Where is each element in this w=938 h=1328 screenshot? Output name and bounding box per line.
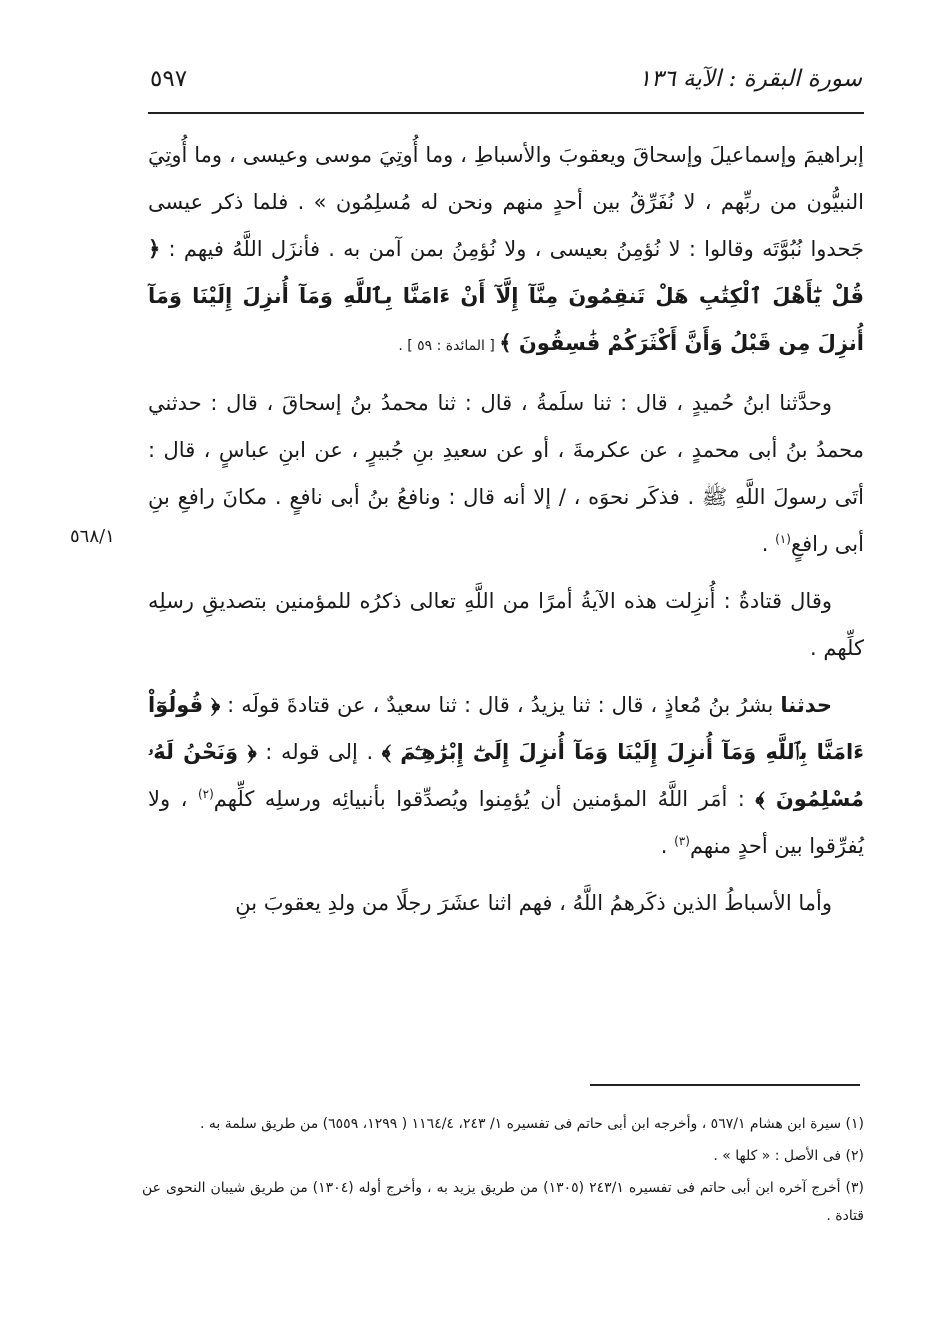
page-number: ٥٩٧: [150, 66, 188, 92]
paragraph-4-tail: .: [660, 834, 675, 858]
paragraph-2: [148, 380, 864, 568]
footnote-3: (٣) أخرج آخره ابن أبى حاتم فى تفسيره ٢٤٣/١ (١٣٠٥) من طريق يزيد به ، وأخرج أوله (١٣٠٤) من طريق شيبان النحوى عن قتادة .: [142, 1180, 864, 1224]
paragraph-1-text: إبراهيمَ وإسماعيلَ وإسحاقَ ويعقوبَ والأسباطِ ، وما أُوتِيَ موسى وعيسى ، وما أُوتِيَ النبيُّون من ربِّهم ، لا نُفَرِّقُ بين أحدٍ منهم ونحن له مُسلِمُون » . فلما ذكر عيسى جَحدوا نُبُوَّتَه وقالوا : لا نُؤمِنُ بعيسى ، ولا نُؤمِنُ بمن آمن به . فأنزَل اللَّهُ فيهم :: [148, 143, 864, 261]
footnote-marker: (٣): [674, 834, 690, 848]
footnote-1: (١) سيرة ابن هشام ٥٦٧/١ ، وأخرجه ابن أبى حاتم فى تفسيره ١/ ٢٤٣، ١١٦٤/٤ ( ١٢٩٩، ٦٥٥٩) من طريق سلمة به .: [200, 1116, 864, 1132]
paragraph-3-text: وقال قتادةُ : أُنزِلت هذه الآيةُ أمرًا من اللَّهِ تعالى ذكرُه للمؤمنين بتصديقِ رسلِه كلِّهم .: [148, 589, 864, 660]
footnote-marker: (١): [775, 532, 791, 546]
verse-reference: [ المائدة : ٥٩ ] .: [398, 338, 500, 354]
margin-note: ٥٦٨/١: [70, 526, 115, 547]
quran-quote: ﴿ وَنَحْنُ لَهُۥ مُسْلِمُونَ ﴾: [148, 740, 864, 811]
footnote-rule: [590, 1084, 860, 1086]
header-rule: [148, 112, 864, 114]
paragraph-4-text-3: : أمَر اللَّهُ المؤمنين أن يُؤمِنوا ويُصدِّقوا بأنبيائِه ورسلِه كلِّهم: [213, 787, 756, 811]
footnote-2: (٢) فى الأصل : « كلها » .: [713, 1148, 864, 1164]
paragraph-2-tail: .: [761, 532, 776, 556]
main-text: [148, 132, 864, 937]
paragraph-4-text-2: . إلى قوله :: [256, 740, 382, 764]
paragraph-4-lead: حدثنا: [780, 693, 833, 717]
paragraph-3: [148, 578, 864, 672]
footnote-marker: (٢): [197, 787, 214, 801]
paragraph-1: [148, 132, 864, 370]
paragraph-4: [148, 682, 864, 870]
paragraph-5: [148, 880, 864, 927]
paragraph-4-text-1: بشرُ بنُ مُعاذٍ ، قال : ثنا يزيدُ ، قال : ثنا سعيدٌ ، عن قتادةَ قولَه :: [220, 693, 781, 717]
quran-quote: ﴿ قُلْ يَٰٓأَهْلَ ٱلْكِتَٰبِ هَلْ تَنقِمُونَ مِنَّآ إِلَّآ أَنْ ءَامَنَّا بِٱللَّهِ وَمَآ أُنزِلَ إِلَيْنَا وَمَآ أُنزِلَ مِن قَبْلُ وَأَنَّ أَكْثَرَكُمْ فَٰسِقُونَ ﴾: [148, 237, 864, 355]
footnotes: [142, 1110, 864, 1234]
paragraph-2-text: وحدَّثنا ابنُ حُميدٍ ، قال : ثنا سلَمةُ ، قال : ثنا محمدُ بنُ إسحاقَ ، قال : حدثني محمدُ بنُ أبى محمدٍ ، عن عكرمةَ ، أو عن سعيدِ بنِ جُبيرٍ ، عن ابنِ عباسٍ ، قال : أتَى رسولَ اللَّهِ ﷺ . فذكَر نحوَه ، / إلا أنه قال : ونافعُ بنُ أبى نافعٍ . مكانَ رافعِ بنِ أبى رافعٍ: [148, 391, 864, 556]
quran-quote: ﴿ قُولُوٓاْ ءَامَنَّا بِٱللَّهِ وَمَآ أُنزِلَ إِلَيْنَا وَمَآ أُنزِلَ إِلَىٰٓ إِبْرَٰهِـۧمَ ﴾: [148, 693, 864, 764]
running-header: [150, 66, 862, 106]
header-title: سورة البقرة : الآية ١٣٦: [638, 66, 862, 92]
paragraph-4-text-4: ، ولا يُفرِّقوا بين أحدٍ منهم: [148, 787, 864, 858]
paragraph-5-text: وأما الأسباطُ الذين ذكَرهمُ اللَّهُ ، فهم اثنا عشَرَ رجلًا من ولدِ يعقوبَ بنِ: [235, 891, 832, 915]
